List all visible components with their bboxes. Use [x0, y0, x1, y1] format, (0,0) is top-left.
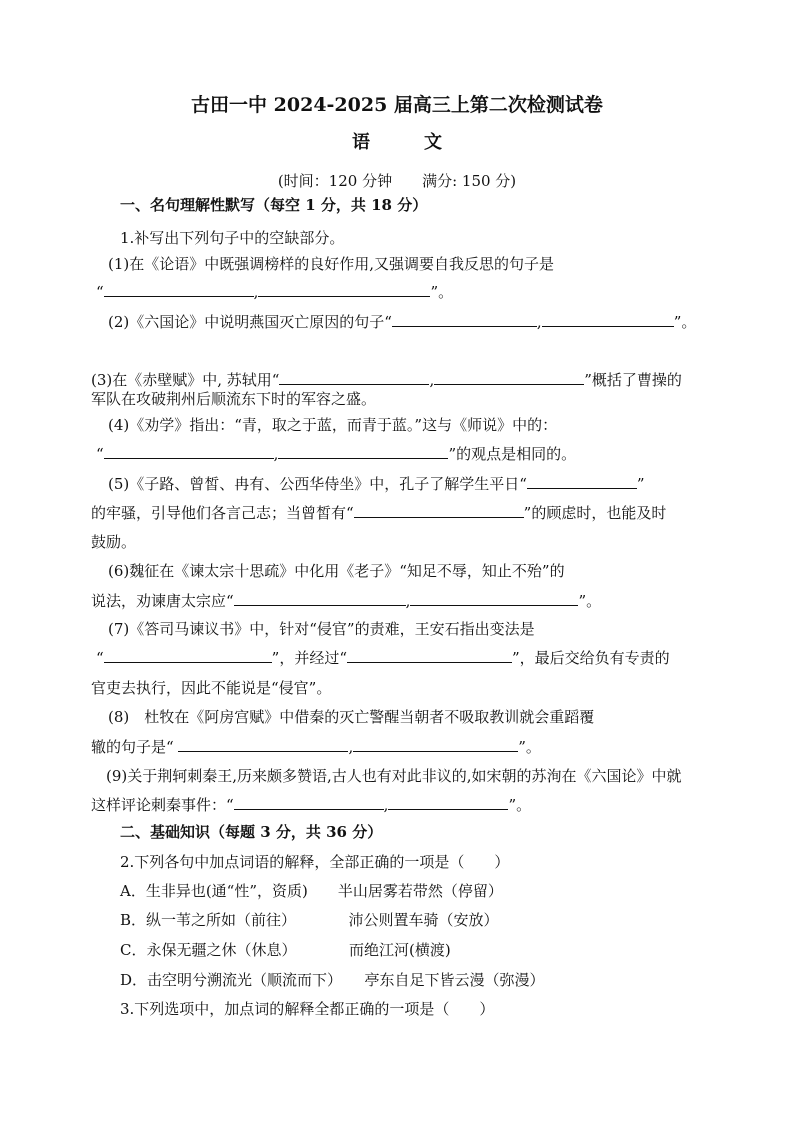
q2-option-b: B．纵一苇之所如（前往） 沛公则置车骑（安放）: [120, 911, 499, 929]
section1-heading: 一、名句理解性默写（每空 1 分，共 18 分）: [120, 196, 428, 214]
q2-option-c: C．永保无疆之休（休息） 而绝江河(横渡): [120, 941, 451, 959]
q8-line1: (8) 杜牧在《阿房宫赋》中借秦的灭亡警醒当朝者不吸取教训就会重蹈覆: [108, 708, 595, 726]
answer-blank[interactable]: [178, 737, 348, 752]
answer-blank[interactable]: [104, 282, 254, 297]
q3-stem: 3.下列选项中，加点词的解释全都正确的一项是（ ）: [120, 1000, 495, 1018]
answer-blank[interactable]: [542, 312, 674, 327]
q7-line3: 官吏去执行，因此不能说是“侵官”。: [91, 679, 332, 697]
answer-blank[interactable]: [434, 370, 584, 385]
answer-blank[interactable]: [104, 648, 272, 663]
answer-blank[interactable]: [104, 444, 274, 459]
q7-line2: “ ”，并经过“ ”，最后交给负有专责的: [96, 649, 670, 667]
answer-blank[interactable]: [279, 370, 429, 385]
section2-heading: 二、基础知识（每题 3 分，共 36 分）: [120, 823, 383, 841]
answer-blank[interactable]: [347, 648, 512, 663]
q2-stem: 2.下列各句中加点词语的解释，全部正确的一项是（ ）: [120, 853, 510, 871]
answer-blank[interactable]: [527, 474, 637, 489]
q5-line1: (5)《子路、曾皙、冉有、公西华侍坐》中，孔子了解学生平日“ ”: [108, 475, 645, 493]
exam-title: 古田一中 2024-2025 届高三上第二次检测试卷: [191, 94, 603, 116]
q9-line1: (9)关于荆轲刺秦王,历来颇多赞语,古人也有对此非议的,如宋朝的苏洵在《六国论》中就: [106, 767, 682, 785]
answer-blank[interactable]: [278, 444, 448, 459]
q2-line: (2)《六国论》中说明燕国灭亡原因的句子“ , ”。: [108, 313, 697, 331]
q1-line2: “ , ”。: [96, 283, 454, 301]
q9-line2: 这样评论刺秦事件：“ , ”。: [91, 796, 532, 814]
answer-blank[interactable]: [234, 591, 406, 606]
q6-line1: (6)魏征在《谏太宗十思疏》中化用《老子》“知足不辱，知止不殆”的: [108, 562, 565, 580]
q4-line1: (4)《劝学》指出：“青，取之于蓝，而青于蓝。”这与《师说》中的：: [108, 416, 558, 434]
q7-line1: (7)《答司马谏议书》中，针对“侵官”的责难，王安石指出变法是: [108, 620, 535, 638]
subject-char-2: 文: [424, 132, 442, 153]
subject-char-1: 语: [352, 132, 370, 153]
q2-option-a: A．生非异也(通“性”，资质) 半山居雾若带然（停留）: [120, 882, 503, 900]
q6-line2: 说法，劝谏唐太宗应“ , ”。: [91, 592, 602, 610]
time-info: (时间：120 分钟 满分: 150 分): [277, 172, 517, 190]
answer-blank[interactable]: [234, 795, 384, 810]
answer-blank[interactable]: [258, 282, 430, 297]
q5-line3: 鼓励。: [91, 533, 137, 551]
q1-line1: (1)在《论语》中既强调榜样的良好作用,又强调要自我反思的句子是: [108, 255, 555, 273]
answer-blank[interactable]: [392, 312, 537, 327]
answer-blank[interactable]: [388, 795, 508, 810]
answer-blank[interactable]: [353, 737, 518, 752]
q8-line2: 辙的句子是“ , ”。: [91, 738, 541, 756]
q3-line2: 军队在攻破荆州后顺流东下时的军容之盛。: [91, 390, 377, 408]
answer-blank[interactable]: [354, 503, 524, 518]
q4-line2: “ , ”的观点是相同的。: [96, 445, 577, 463]
section1-intro: 1.补写出下列句子中的空缺部分。: [120, 229, 345, 247]
q3-line1: (3)在《赤壁赋》中, 苏轼用“ , ”概括了曹操的: [91, 371, 682, 389]
q5-line2: 的牢骚，引导他们各言己志；当曾皙有“ ”的顾虑时，也能及时: [91, 504, 667, 522]
answer-blank[interactable]: [410, 591, 578, 606]
subject-title: [0, 133, 794, 153]
q2-option-d: D．击空明兮溯流光（顺流而下） 亭东自足下皆云漫（弥漫）: [120, 971, 545, 989]
